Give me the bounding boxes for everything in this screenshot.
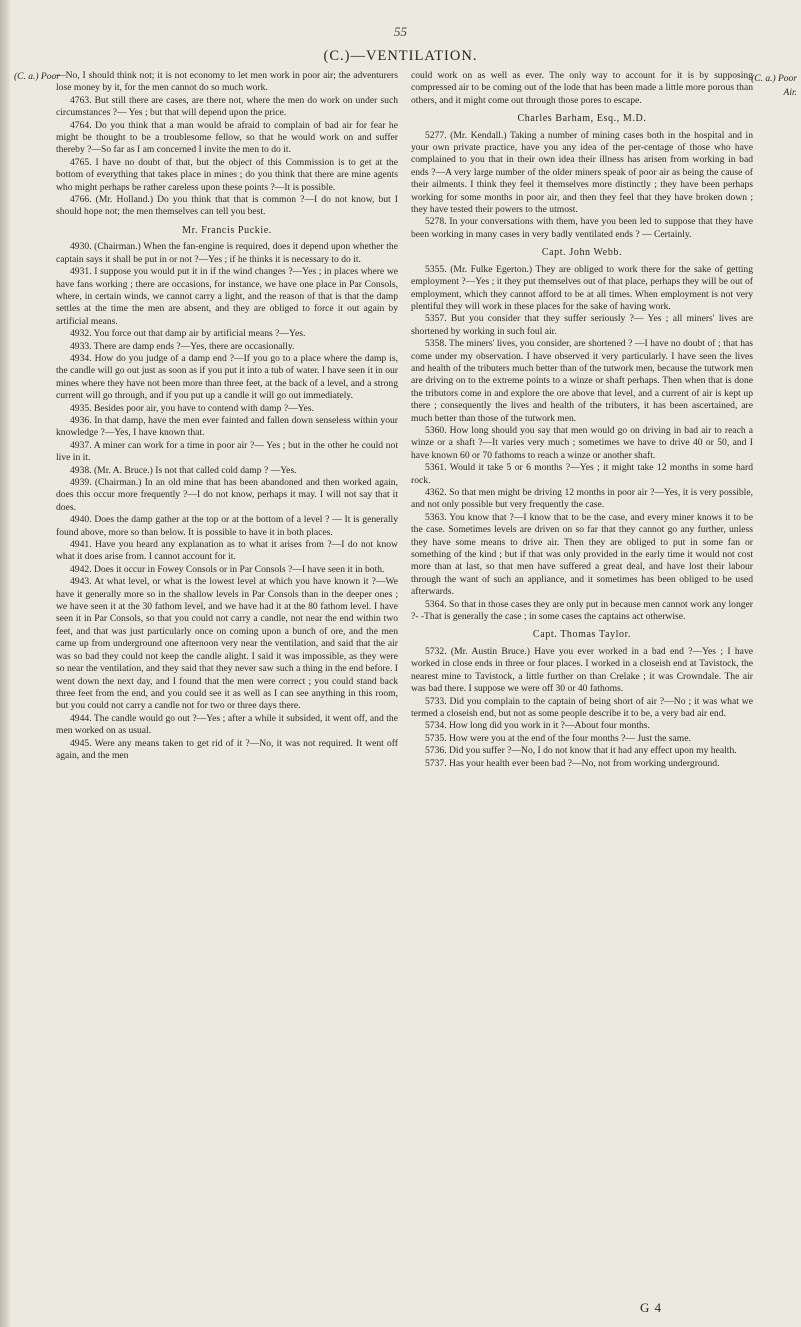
paragraph: 4935. Besides poor air, you have to contend with damp ?—Yes. — [70, 402, 315, 414]
paragraph: 4933. There are damp ends ?—Yes, there are occasionally. — [70, 340, 295, 352]
margin-note-right-1: (C. a.) Poor — [751, 74, 797, 84]
page-folio: 55 — [394, 24, 407, 39]
page-heading: (C.)—VENTILATION. — [323, 48, 478, 64]
paragraph: 5737. Has your health ever been bad ?—No, not from working underground. — [425, 757, 720, 769]
speaker-heading: Capt. John Webb. — [541, 247, 623, 259]
paragraph: —No, I should think not; it is not economy to let men work in poor air; the adventurers lose money by it, for the men cannot do so much work. — [56, 70, 398, 94]
signature-mark: G 4 — [640, 1300, 663, 1315]
paragraph: 4943. At what level, or what is the lowest level at which you have known it ?—We have it generally more so in the shallow levels in Par Consols than in the deeper ones ; we have seen it at the 30 fathom level, and we have had it at the 80 fathom level. I have seen it in Par Consols, so that you could not carry a candle, not near the end within two feet, and that was just particularly once on coming upon a bunch of ore, and the men came up from underground one afternoon very near the ventilation, and said that the air was so bad they could not keep the candle alight. I said it was impossible, as they were so near the ventilation, and they said that they never saw such a thing in the end before. I went down the next day, and I found that the men were correct ; you could stand back three feet from the end, and you could see it as well as I can see anything in this room, but you could not carry a candle not for two or three days there. — [56, 576, 398, 712]
paragraph: 5736. Did you suffer ?—No, I do not know that it had any effect upon my health. — [425, 745, 737, 757]
paragraph: 5357. But you consider that they suffer seriously ?— Yes ; all miners' lives are shortened by working in such foul air. — [411, 313, 753, 337]
paragraph: 4932. You force out that damp air by artificial means ?—Yes. — [70, 328, 306, 340]
margin-note-right — [751, 72, 797, 100]
paragraph: 4765. I have no doubt of that, but the object of this Commission is to get at the bottom of everything that takes place in mines ; do you think that there are mine agents who might perhaps be rather careless upon these points ?—It is possible. — [56, 156, 398, 193]
paragraph: 5358. The miners' lives, you consider, are shortened ? —I have no doubt of ; that has come under my observation. I have observed it very particularly. I have seen the lives and health of the tributers much better than of the tutwork men, because the tutwork men are driving on to the extreme points to a winze or shaft perhaps. Then when that is done the tributors come in and explore the ore above that level, and a current of air is kept up there ; consequently the lives and health of the tributers, it has been ascertained, are much better than those of the tutwork men. — [411, 338, 753, 424]
speaker-heading: Capt. Thomas Taylor. — [532, 629, 632, 641]
paragraph: 5735. How were you at the end of the four months ?— Just the same. — [425, 732, 691, 744]
paragraph: 5277. (Mr. Kendall.) Taking a number of mining cases both in the hospital and in your own private practice, have you any idea of the per-centage of those who have complained to you that in their own idea their illness has arisen from working in bad ends ?—A very large number of the older miners speak of poor air as being the cause of their ailments. I think they feel it themselves more distinctly ; they have been perhaps working for some months in poor air, and then they feel that they have broken down ; they have tested their powers to the utmost. — [411, 129, 753, 216]
paragraph: 4945. Were any means taken to get rid of it ?—No, it was not required. It went off again, and the men — [56, 737, 398, 761]
paragraph: 4940. Does the damp gather at the top or at the bottom of a level ? — It is generally found above, more so than below. It is possible to have it in both places. — [56, 514, 398, 538]
paragraph: 4941. Have you heard any explanation as to what it arises from ?—I do not know what it does arise from. I cannot account for it. — [56, 539, 398, 563]
paragraph: could work on as well as ever. The only way to account for it is by supposing compressed air to be coming out of the lode that has been made a little more porous than others, and it might come out through those pores to escape. — [411, 70, 753, 106]
paragraph: 4944. The candle would go out ?—Yes ; after a while it subsided, it went off, and the men worked on as usual. — [56, 712, 398, 737]
paragraph: 4937. A miner can work for a time in poor air ?— Yes ; but in the other he could not live in it. — [56, 439, 398, 464]
paragraph: 5734. How long did you work in it ?—About four months. — [425, 720, 650, 732]
paragraph: 4939. (Chairman.) In an old mine that has been abandoned and then worked again, does this occur more frequently ?—I do not know, perhaps it may. I will not say that it does. — [56, 477, 398, 513]
paragraph: 4942. Does it occur in Fowey Consols or in Par Consols ?—I have seen it in both. — [70, 563, 385, 575]
speaker-heading: Mr. Francis Puckie. — [182, 224, 272, 236]
paragraph: 4936. In that damp, have the men ever fainted and fallen down senseless within your knowledge ?—Yes, I have known that. — [56, 414, 398, 439]
paragraph: 4938. (Mr. A. Bruce.) Is not that called cold damp ? —Yes. — [70, 464, 297, 476]
page-binding-edge — [0, 0, 10, 1327]
paragraph: 4931. I suppose you would put it in if the wind changes ?—Yes ; in places where we have fans working ; there are occasions, for instance, we have one place in Par Consols, where, in certain winds, we cannot carry a light, and the reason of that is that the damp settles at the time the men are absent, and they are obliged to force it out again by artificial means. — [56, 266, 398, 327]
paragraph: 4930. (Chairman.) When the fan-engine is required, does it depend upon whether the captain says it shall be put in or not ?—Yes ; if he thinks it is necessary to do it. — [56, 241, 398, 265]
margin-note-left: (C. a.) Poor — [14, 72, 60, 82]
paragraph: 5732. (Mr. Austin Bruce.) Have you ever worked in a bad end ?—Yes ; I have worked in close ends in three or four places. I worked in a closeish end at Tavistock, the nearest mine to Tavistock, a little further on than Crelake ; it was Crowndale. The air was bad there. I suppose we were off 30 or 40 fathoms. — [411, 645, 753, 695]
right-column — [411, 70, 753, 770]
paragraph: 4766. (Mr. Holland.) Do you think that that is common ?—I do not know, but I should hope not; the men themselves can tell you best. — [56, 194, 398, 218]
paragraph: 4934. How do you judge of a damp end ?—If you go to a place where the damp is, the candle will go out just as soon as if you put it into a tub of water. I have seen it in our mines where they have not been more than three feet, at the back of a level, and a strong current will go through, and if you put up a candle it will go out immediately. — [56, 352, 398, 402]
paragraph: 4764. Do you think that a man would be afraid to complain of bad air for fear he might be thought to be a troublesome fellow, so that he would work on and suffer thereby ?—So far as I am concerned I invite the men to do it. — [56, 119, 398, 156]
paragraph: 4362. So that men might be driving 12 months in poor air ?—Yes, it is very possible, and not only possible but very frequently the case. — [411, 487, 753, 511]
left-column — [56, 70, 398, 762]
paragraph: 5278. In your conversations with them, have you been led to suppose that they have been working in many cases in very badly ventilated ends ? — Certainly. — [411, 216, 753, 240]
paragraph: 5364. So that in those cases they are only put in because men cannot work any longer ?- -That is generally the case ; in some cases the captains act otherwise. — [411, 598, 753, 623]
paragraph: 5355. (Mr. Fulke Egerton.) They are obliged to work there for the sake of getting employment ?—Yes ; it they put themselves out of that place, perhaps they will be out of employment, which they cannot afford to be at all times. When employment is not very plentiful they will work in these places for the sake of having work. — [411, 263, 753, 312]
paragraph: 5733. Did you complain to the captain of being short of air ?—No ; it was what we termed a closeish end, but not as some people describe it to be, a very bad air end. — [411, 695, 753, 719]
speaker-heading: Charles Barham, Esq., M.D. — [517, 113, 647, 125]
paragraph: 4763. But still there are cases, are there not, where the men do work on under such circumstances ?— Yes ; but that will depend upon the price. — [56, 94, 398, 119]
paragraph: 5363. You know that ?—I know that to be the case, and every miner knows it to be the case. Sometimes levels are driven on so far that they cannot go any further, unless they have some means to drive air. Then they are obliged to put in some fan or something of the kind ; but if that was only provided in the early time it would not cost more than at last, so that men have suffered a great deal, and have lost their labour through the want of such an appliance, and it sometimes has been obliged to be used afterwards. — [411, 511, 753, 598]
margin-note-right-2: Air. — [783, 88, 797, 98]
paragraph: 5361. Would it take 5 or 6 months ?—Yes ; it might take 12 months in some hard rock. — [411, 462, 753, 486]
paragraph: 5360. How long should you say that men would go on driving in bad air to reach a winze or a shaft ?—It varies very much ; sometimes we have to drive 40 or 50, and I have known 60 or 70 fathoms to reach a winze or another shaft. — [411, 424, 753, 461]
